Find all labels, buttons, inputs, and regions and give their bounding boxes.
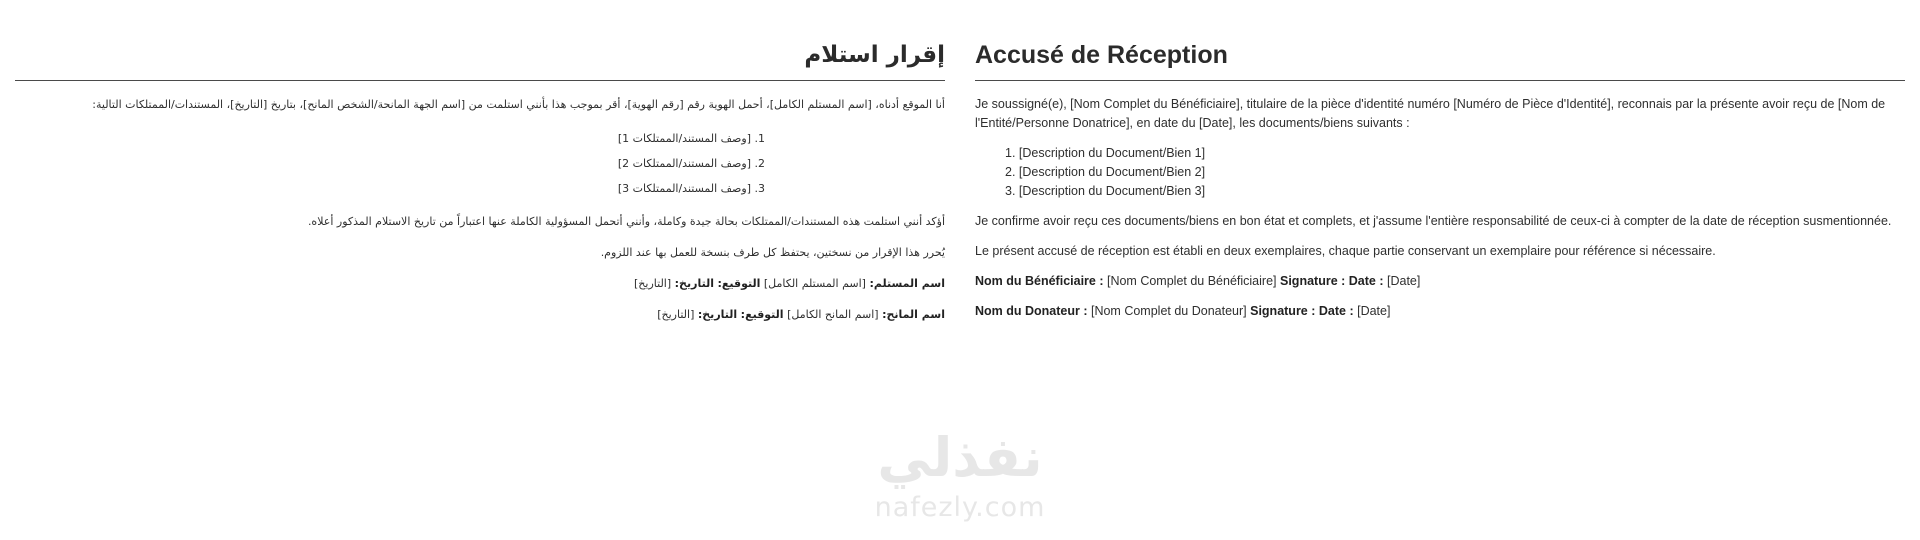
list-item: 3. [Description du Document/Bien 3]: [1005, 184, 1206, 198]
arabic-recipient-signature-line: [15, 274, 945, 293]
french-intro: Je soussigné(e), [Nom Complet du Bénéficiaire], titulaire de la pièce d'identité numéro [Numéro de Pièce d'Identité], reconnais par la présente avoir reçu de [Nom de l'Entité/Personne Donatrice], en date du [Date], les documents/biens suivants :: [975, 97, 1886, 130]
arabic-copies-note: يُحرر هذا الإقرار من نسختين، يحتفظ كل طرف بنسخة للعمل بها عند اللزوم.: [600, 246, 945, 259]
signature-label: التوقيع:: [740, 308, 784, 321]
beneficiary-label: Nom du Bénéficiaire :: [975, 274, 1104, 288]
watermark-arabic: نفذلي: [877, 426, 1043, 489]
french-section: [975, 38, 1905, 332]
date-label: Date :: [1348, 274, 1384, 288]
arabic-section: [15, 38, 945, 336]
arabic-giver-signature-line: [15, 305, 945, 324]
beneficiary-value: [Nom Complet du Bénéficiaire]: [1106, 274, 1277, 288]
arabic-item-list: [15, 126, 945, 201]
giver-value: [اسم المانح الكامل]: [787, 308, 879, 321]
date-value: [Date]: [1387, 274, 1421, 288]
recipient-value: [اسم المستلم الكامل]: [763, 277, 866, 290]
signature-label: التوقيع:: [717, 277, 761, 290]
watermark-latin: nafezly.com: [874, 492, 1046, 523]
arabic-confirmation: أؤكد أنني استلمت هذه المستندات/الممتلكات بحالة جيدة وكاملة، وأنني أتحمل المسؤولية الكاملة عنها اعتباراً من تاريخ الاستلام المذكور أعلاه.: [307, 215, 945, 228]
giver-label: اسم المانح:: [882, 308, 945, 321]
arabic-title: إقرار استلام: [15, 38, 945, 81]
signature-label: Signature :: [1250, 304, 1316, 318]
list-item: 3. [وصف المستند/الممتلكات 3]: [617, 182, 765, 195]
arabic-intro: أنا الموقع أدناه، [اسم المستلم الكامل]، أحمل الهوية رقم [رقم الهوية]، أقر بموجب هذا بأنني استلمت من [اسم الجهة المانحة/الشخص المانح]، بتاريخ [التاريخ]، المستندات/الممتلكات التالية:: [92, 98, 945, 111]
donor-value: [Nom Complet du Donateur]: [1090, 304, 1247, 318]
donor-label: Nom du Donateur :: [975, 304, 1088, 318]
french-beneficiary-signature-line: [975, 272, 1905, 291]
nafezly-watermark: [850, 425, 1070, 525]
date-value: [التاريخ]: [634, 277, 672, 290]
recipient-label: اسم المستلم:: [869, 277, 945, 290]
date-label: التاريخ:: [674, 277, 714, 290]
date-label: Date :: [1318, 304, 1354, 318]
date-label: التاريخ:: [697, 308, 738, 321]
french-item-list: [975, 144, 1905, 201]
date-value: [التاريخ]: [657, 308, 695, 321]
french-donor-signature-line: [975, 302, 1905, 321]
list-item: 2. [Description du Document/Bien 2]: [1005, 165, 1206, 179]
list-item: 1. [Description du Document/Bien 1]: [1005, 146, 1206, 160]
list-item: 2. [وصف المستند/الممتلكات 2]: [617, 157, 765, 170]
french-copies-note: Le présent accusé de réception est établi en deux exemplaires, chaque partie conservant un exemplaire pour référence si nécessaire.: [975, 244, 1716, 258]
date-value: [Date]: [1357, 304, 1391, 318]
french-confirmation: Je confirme avoir reçu ces documents/biens en bon état et complets, et j'assume l'entière responsabilité de ceux-ci à compter de la date de réception susmentionnée.: [975, 214, 1892, 228]
list-item: 1. [وصف المستند/الممتلكات 1]: [617, 132, 765, 145]
french-title: Accusé de Réception: [975, 38, 1905, 81]
signature-label: Signature :: [1280, 274, 1346, 288]
